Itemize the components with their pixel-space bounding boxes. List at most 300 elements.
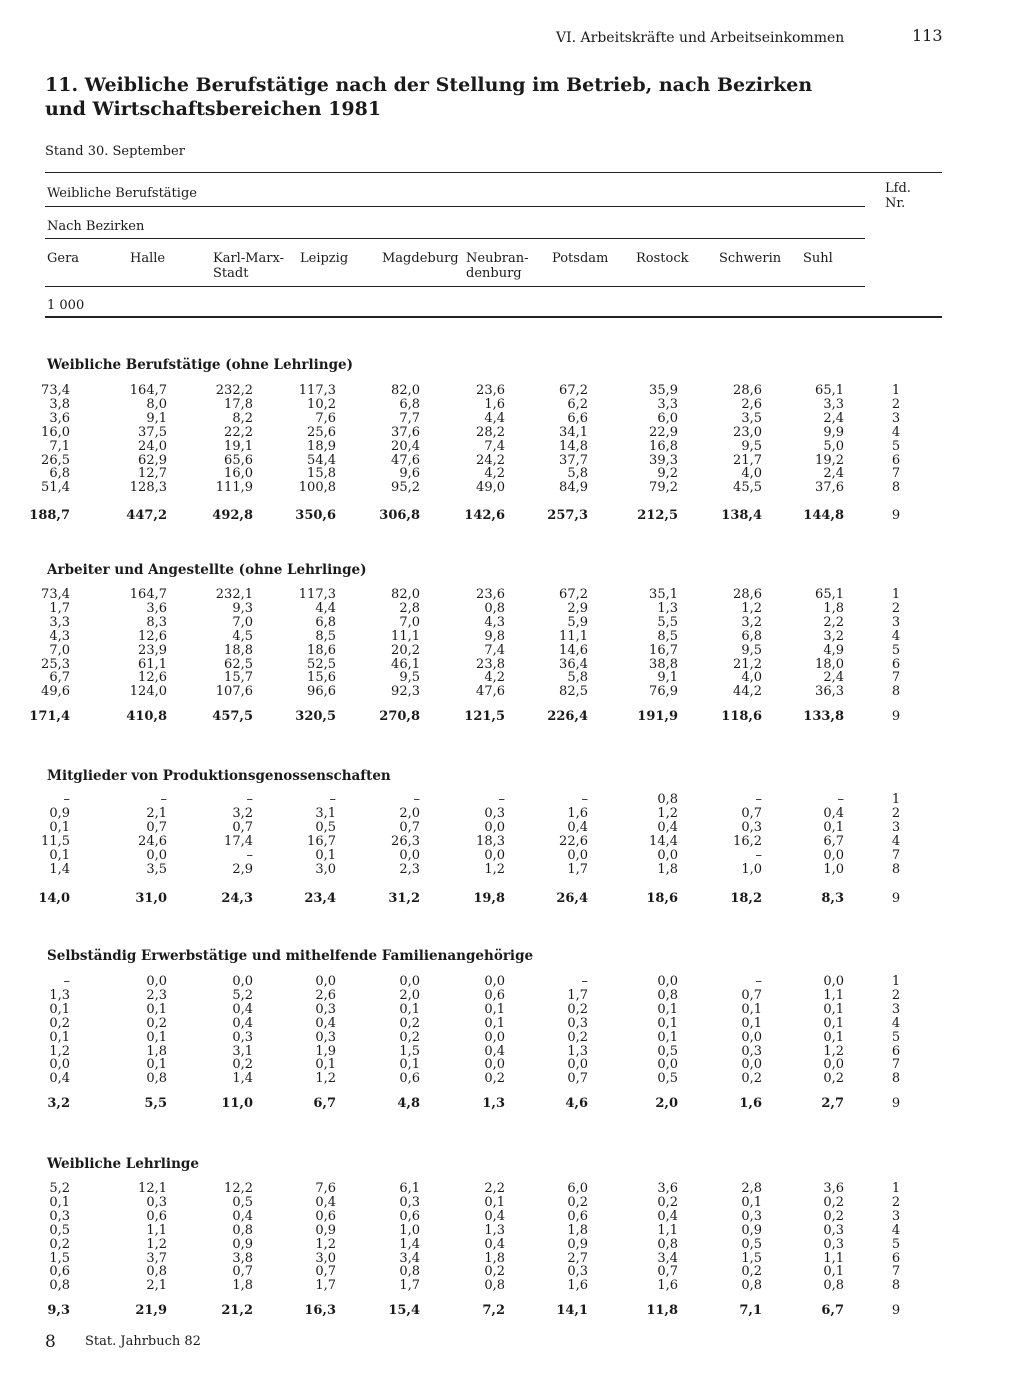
header-rule-2: [45, 238, 865, 239]
table-cell: 0,0: [741, 1029, 762, 1045]
table-cell: 35,1: [649, 587, 678, 602]
table-cell: 1,8: [567, 1222, 588, 1238]
row-number: 2: [891, 1194, 901, 1210]
table-cell: 212,5: [637, 508, 678, 523]
column-header: [552, 251, 608, 266]
table-cell: 138,4: [721, 508, 762, 523]
table-cell: 3,1: [315, 805, 336, 821]
table-cell: 4,2: [484, 466, 505, 482]
table-cell: 22,9: [649, 424, 678, 440]
table-cell: 16,0: [224, 466, 253, 482]
column-header: [130, 251, 165, 266]
table-cell: 0,0: [823, 847, 844, 863]
table-cell: 0,6: [567, 1208, 588, 1224]
table-cell: 15,7: [224, 670, 253, 686]
table-cell: 7,2: [482, 1303, 505, 1318]
table-cell: 0,3: [567, 1264, 588, 1280]
row-number: 2: [891, 600, 901, 616]
table-cell: 2,6: [315, 987, 336, 1003]
table-cell: 2,2: [823, 614, 844, 630]
row-number: 1: [891, 383, 901, 398]
table-cell: 52,5: [307, 656, 336, 672]
table-cell: 96,6: [307, 684, 336, 700]
table-cell: 0,1: [741, 1001, 762, 1017]
table-cell: 0,3: [823, 1236, 844, 1252]
table-row: [40, 1265, 920, 1279]
table-cell: 2,4: [823, 410, 844, 426]
table-cell: 26,3: [391, 833, 420, 849]
header-rule-1: [45, 206, 865, 207]
table-cell: 0,2: [567, 1029, 588, 1045]
row-number: 7: [891, 847, 901, 863]
table-cell: 4,3: [484, 614, 505, 630]
table-cell: 3,5: [146, 861, 167, 877]
table-cell: 0,2: [484, 1264, 505, 1280]
table-cell: 37,7: [559, 452, 588, 468]
table-row: [40, 821, 920, 835]
table-cell: 0,1: [399, 1001, 420, 1017]
table-cell: 0,8: [657, 792, 678, 807]
page-number: 113: [912, 26, 943, 45]
table-cell: 0,1: [484, 1194, 505, 1210]
table-cell: 9,1: [657, 670, 678, 686]
table-cell: 0,7: [232, 1264, 253, 1280]
table-cell: 49,6: [41, 684, 70, 700]
table-cell: 3,4: [399, 1250, 420, 1266]
column-header-line: denburg: [466, 266, 522, 281]
table-cell: 67,2: [559, 587, 588, 602]
table-cell: 2,6: [741, 396, 762, 412]
table-cell: 0,1: [484, 1015, 505, 1031]
table-cell: 1,7: [315, 1278, 336, 1294]
table-cell: 0,1: [823, 1029, 844, 1045]
table-cell: 65,1: [815, 587, 844, 602]
table-cell: 6,7: [49, 670, 70, 686]
table-cell: 14,8: [559, 438, 588, 454]
row-number: 2: [891, 805, 901, 821]
table-title-line-2: und Wirtschaftsbereichen 1981: [45, 98, 382, 120]
table-cell: 0,8: [484, 1278, 505, 1294]
table-cell: 164,7: [129, 587, 167, 602]
table-cell: 2,0: [399, 805, 420, 821]
table-cell: 0,1: [399, 1057, 420, 1073]
row-number: 3: [891, 819, 901, 835]
table-cell: 23,6: [476, 383, 505, 398]
table-cell: 0,2: [741, 1264, 762, 1280]
table-cell: 12,7: [138, 466, 167, 482]
table-cell: 25,3: [41, 656, 70, 672]
row-number: 3: [891, 1208, 901, 1224]
header-nach-bezirken: Nach Bezirken: [47, 219, 145, 234]
table-cell: 0,1: [146, 1001, 167, 1017]
table-cell: 11,0: [221, 1096, 253, 1111]
table-cell: 25,6: [307, 424, 336, 440]
table-cell: –: [755, 792, 762, 807]
header-lfd-label-line-1: Lfd.: [885, 181, 911, 196]
table-cell: 1,7: [567, 861, 588, 877]
table-cell: 9,3: [232, 600, 253, 616]
table-cell: 3,6: [146, 600, 167, 616]
table-cell: 62,5: [224, 656, 253, 672]
column-header-line: Suhl: [803, 251, 833, 266]
table-cell: 34,1: [559, 424, 588, 440]
table-cell: 28,6: [733, 383, 762, 398]
table-cell: 18,3: [476, 833, 505, 849]
table-cell: 14,1: [556, 1303, 588, 1318]
table-cell: 0,5: [315, 819, 336, 835]
column-header-line: Stadt: [213, 266, 249, 281]
table-cell: 1,3: [657, 600, 678, 616]
table-cell: 0,1: [823, 1264, 844, 1280]
table-cell: 0,7: [741, 987, 762, 1003]
table-cell: 0,0: [484, 1057, 505, 1073]
table-cell: 0,2: [49, 1236, 70, 1252]
table-cell: –: [581, 974, 588, 989]
table-cell: 82,5: [559, 684, 588, 700]
section-heading: Weibliche Lehrlinge: [47, 1156, 199, 1172]
table-cell: 0,2: [399, 1029, 420, 1045]
table-cell: 8,3: [146, 614, 167, 630]
row-number: 5: [891, 1236, 901, 1252]
table-cell: 6,0: [657, 410, 678, 426]
table-cell: 92,3: [391, 684, 420, 700]
table-cell: 0,5: [741, 1236, 762, 1252]
table-cell: 4,4: [315, 600, 336, 616]
row-number: 9: [891, 1096, 901, 1111]
table-cell: 0,0: [823, 1057, 844, 1073]
total-row: [29, 709, 920, 724]
table-row: [40, 1031, 920, 1045]
table-row: [40, 384, 920, 398]
table-cell: 0,6: [484, 987, 505, 1003]
table-row: [40, 602, 920, 616]
table-cell: 1,2: [741, 600, 762, 616]
table-cell: 0,6: [315, 1208, 336, 1224]
table-cell: 54,4: [307, 452, 336, 468]
table-row: [40, 398, 920, 412]
row-number: 1: [891, 1181, 901, 1196]
table-cell: 46,1: [391, 656, 420, 672]
column-header-line: Rostock: [636, 251, 689, 266]
table-cell: 4,8: [397, 1096, 420, 1111]
table-cell: 22,2: [224, 424, 253, 440]
table-cell: 76,9: [649, 684, 678, 700]
table-cell: –: [63, 974, 70, 989]
table-cell: 1,6: [739, 1096, 762, 1111]
table-cell: 2,0: [399, 987, 420, 1003]
table-row: [40, 1045, 920, 1059]
table-cell: 1,6: [567, 1278, 588, 1294]
row-number: 5: [891, 642, 901, 658]
table-cell: 0,2: [823, 1194, 844, 1210]
table-cell: 128,3: [129, 480, 167, 496]
table-cell: 21,9: [135, 1303, 167, 1318]
table-cell: 0,1: [823, 1015, 844, 1031]
row-number: 1: [891, 974, 901, 989]
table-cell: 0,1: [49, 819, 70, 835]
table-cell: 19,1: [224, 438, 253, 454]
table-cell: 232,1: [215, 587, 253, 602]
table-cell: 82,0: [391, 383, 420, 398]
table-cell: 1,9: [315, 1043, 336, 1059]
table-cell: 28,6: [733, 587, 762, 602]
table-cell: 492,8: [212, 508, 253, 523]
table-cell: 12,6: [138, 628, 167, 644]
table-row: [40, 1196, 920, 1210]
table-cell: 1,8: [232, 1278, 253, 1294]
table-cell: 73,4: [41, 383, 70, 398]
section-heading: Mitglieder von Produktionsgenossenschaften: [47, 768, 391, 784]
row-number: 7: [891, 1264, 901, 1280]
table-cell: –: [63, 792, 70, 807]
table-cell: 0,8: [232, 1222, 253, 1238]
table-cell: 3,1: [232, 1043, 253, 1059]
row-number: 6: [891, 1250, 901, 1266]
row-number: 4: [891, 628, 901, 644]
table-cell: 0,3: [232, 1029, 253, 1045]
table-cell: 0,1: [49, 1001, 70, 1017]
table-cell: 0,0: [146, 847, 167, 863]
row-number: 8: [891, 1071, 901, 1087]
header-lfd-label: [885, 181, 911, 211]
table-cell: 2,1: [146, 805, 167, 821]
table-cell: 22,6: [559, 833, 588, 849]
section-heading: Weibliche Berufstätige (ohne Lehrlinge): [47, 357, 354, 373]
table-title-line-1: 11. Weibliche Berufstätige nach der Stellung im Betrieb, nach Bezirken: [45, 74, 813, 96]
row-number: 7: [891, 1057, 901, 1073]
table-cell: 6,8: [315, 614, 336, 630]
table-cell: 0,7: [567, 1071, 588, 1087]
table-cell: –: [246, 792, 253, 807]
table-cell: 1,7: [567, 987, 588, 1003]
table-cell: 1,0: [823, 861, 844, 877]
row-number: 7: [891, 670, 901, 686]
table-cell: 0,2: [146, 1015, 167, 1031]
table-cell: 0,0: [49, 1057, 70, 1073]
sheet-number: 8: [45, 1332, 56, 1352]
table-cell: 4,3: [49, 628, 70, 644]
table-cell: –: [755, 847, 762, 863]
table-cell: 3,2: [741, 614, 762, 630]
table-cell: 47,6: [476, 684, 505, 700]
table-cell: 3,2: [47, 1096, 70, 1111]
table-cell: 0,4: [315, 1194, 336, 1210]
table-cell: 0,3: [567, 1015, 588, 1031]
table-cell: 0,3: [49, 1208, 70, 1224]
table-row: [40, 793, 920, 807]
header-lfd-label-line-2: Nr.: [885, 196, 906, 211]
table-cell: 11,5: [41, 833, 70, 849]
table-cell: 0,1: [823, 1001, 844, 1017]
table-row: [40, 1072, 920, 1086]
table-cell: 0,9: [315, 1222, 336, 1238]
table-cell: 133,8: [803, 709, 844, 724]
table-cell: 95,2: [391, 480, 420, 496]
table-cell: 0,4: [232, 1015, 253, 1031]
row-number: 5: [891, 438, 901, 454]
table-cell: 2,9: [567, 600, 588, 616]
table-cell: 117,3: [298, 383, 336, 398]
table-cell: 20,2: [391, 642, 420, 658]
table-cell: 24,3: [221, 891, 253, 906]
table-cell: 0,7: [741, 805, 762, 821]
table-cell: 24,0: [138, 438, 167, 454]
table-cell: 3,7: [146, 1250, 167, 1266]
table-cell: 18,8: [224, 642, 253, 658]
table-cell: 0,6: [399, 1208, 420, 1224]
table-cell: 0,3: [146, 1194, 167, 1210]
table-cell: 1,3: [484, 1222, 505, 1238]
table-cell: 0,4: [315, 1015, 336, 1031]
table-cell: 14,0: [38, 891, 70, 906]
table-cell: 3,3: [657, 396, 678, 412]
table-cell: 4,6: [565, 1096, 588, 1111]
table-cell: 0,5: [232, 1194, 253, 1210]
table-cell: 47,6: [391, 452, 420, 468]
table-cell: 164,7: [129, 383, 167, 398]
table-cell: 0,0: [741, 1057, 762, 1073]
total-row: [40, 1097, 920, 1111]
table-cell: 36,3: [815, 684, 844, 700]
total-row: [29, 508, 920, 523]
table-cell: 0,1: [657, 1029, 678, 1045]
table-cell: 9,2: [657, 466, 678, 482]
table-row: [40, 1252, 920, 1266]
table-cell: 7,7: [399, 410, 420, 426]
table-cell: 18,6: [307, 642, 336, 658]
table-cell: 0,2: [484, 1071, 505, 1087]
table-cell: –: [755, 974, 762, 989]
table-row: [40, 616, 920, 630]
table-cell: 1,8: [657, 861, 678, 877]
table-cell: 1,0: [399, 1222, 420, 1238]
table-cell: 18,0: [815, 656, 844, 672]
table-cell: 0,3: [315, 1001, 336, 1017]
table-cell: 16,0: [41, 424, 70, 440]
table-cell: 1,3: [567, 1043, 588, 1059]
row-number: 9: [891, 1303, 901, 1318]
table-row: [40, 807, 920, 821]
table-cell: 31,2: [388, 891, 420, 906]
table-cell: 1,8: [484, 1250, 505, 1266]
table-cell: 6,8: [399, 396, 420, 412]
reference-date: Stand 30. September: [45, 144, 185, 159]
table-row: [40, 863, 920, 877]
table-cell: 0,9: [741, 1222, 762, 1238]
publication-name: Stat. Jahrbuch 82: [85, 1334, 201, 1349]
table-cell: 0,4: [657, 819, 678, 835]
table-cell: 0,0: [232, 974, 253, 989]
table-cell: 0,3: [399, 1194, 420, 1210]
table-cell: 9,9: [823, 424, 844, 440]
table-cell: 4,2: [484, 670, 505, 686]
table-cell: 0,8: [146, 1264, 167, 1280]
table-cell: 0,0: [567, 1057, 588, 1073]
table-cell: 0,3: [741, 819, 762, 835]
table-cell: 5,8: [567, 670, 588, 686]
table-cell: 0,0: [315, 974, 336, 989]
table-cell: 7,6: [315, 1181, 336, 1196]
row-number: 6: [891, 1043, 901, 1059]
table-cell: 2,3: [146, 987, 167, 1003]
table-cell: 6,1: [399, 1181, 420, 1196]
table-cell: 6,2: [567, 396, 588, 412]
table-cell: 0,1: [49, 1194, 70, 1210]
table-row: [40, 835, 920, 849]
table-cell: 1,3: [49, 987, 70, 1003]
row-number: 9: [891, 891, 901, 906]
table-row: [40, 975, 920, 989]
table-cell: 0,1: [146, 1057, 167, 1073]
table-cell: 0,8: [657, 987, 678, 1003]
row-number: 8: [891, 684, 901, 700]
table-cell: 1,2: [315, 1071, 336, 1087]
table-cell: 0,2: [567, 1001, 588, 1017]
table-cell: 23,9: [138, 642, 167, 658]
table-cell: 8,5: [315, 628, 336, 644]
table-cell: 19,2: [815, 452, 844, 468]
table-cell: 19,8: [473, 891, 505, 906]
table-cell: 0,4: [484, 1208, 505, 1224]
table-row: [40, 630, 920, 644]
column-header-line: Leipzig: [300, 251, 349, 266]
table-cell: 24,2: [476, 452, 505, 468]
section-heading: Selbständig Erwerbstätige und mithelfende Familienangehörige: [47, 948, 534, 964]
table-cell: 21,2: [733, 656, 762, 672]
row-number: 4: [891, 833, 901, 849]
column-header-line: Gera: [47, 251, 80, 266]
row-number: 8: [891, 861, 901, 877]
table-cell: 0,9: [49, 805, 70, 821]
table-cell: 23,6: [476, 587, 505, 602]
table-cell: 0,0: [484, 1029, 505, 1045]
table-cell: 188,7: [29, 508, 70, 523]
row-number: 1: [891, 587, 901, 602]
table-cell: 3,2: [232, 805, 253, 821]
table-row: [40, 1058, 920, 1072]
row-number: 4: [891, 1015, 901, 1031]
table-cell: 124,0: [129, 684, 167, 700]
table-cell: 65,1: [815, 383, 844, 398]
table-cell: 2,0: [655, 1096, 678, 1111]
table-cell: –: [160, 792, 167, 807]
table-cell: 0,1: [741, 1194, 762, 1210]
table-cell: 2,3: [399, 861, 420, 877]
table-cell: 37,6: [815, 480, 844, 496]
table-cell: 270,8: [379, 709, 420, 724]
table-cell: 6,6: [567, 410, 588, 426]
table-cell: 232,2: [215, 383, 253, 398]
table-row: [40, 1238, 920, 1252]
table-row: [40, 467, 920, 481]
table-cell: 6,8: [741, 628, 762, 644]
table-cell: 350,6: [295, 508, 336, 523]
table-cell: 10,2: [307, 396, 336, 412]
column-header-line: Karl-Marx-: [213, 251, 284, 266]
table-cell: 0,1: [741, 1015, 762, 1031]
table-cell: 2,7: [821, 1096, 844, 1111]
table-cell: 24,6: [138, 833, 167, 849]
table-cell: 3,8: [232, 1250, 253, 1266]
table-cell: 3,6: [823, 1181, 844, 1196]
table-cell: 9,5: [399, 670, 420, 686]
table-row: [40, 1210, 920, 1224]
table-cell: 1,5: [49, 1250, 70, 1266]
table-cell: 0,2: [741, 1071, 762, 1087]
table-cell: 9,8: [484, 628, 505, 644]
table-cell: 5,2: [49, 1181, 70, 1196]
table-cell: 1,1: [657, 1222, 678, 1238]
